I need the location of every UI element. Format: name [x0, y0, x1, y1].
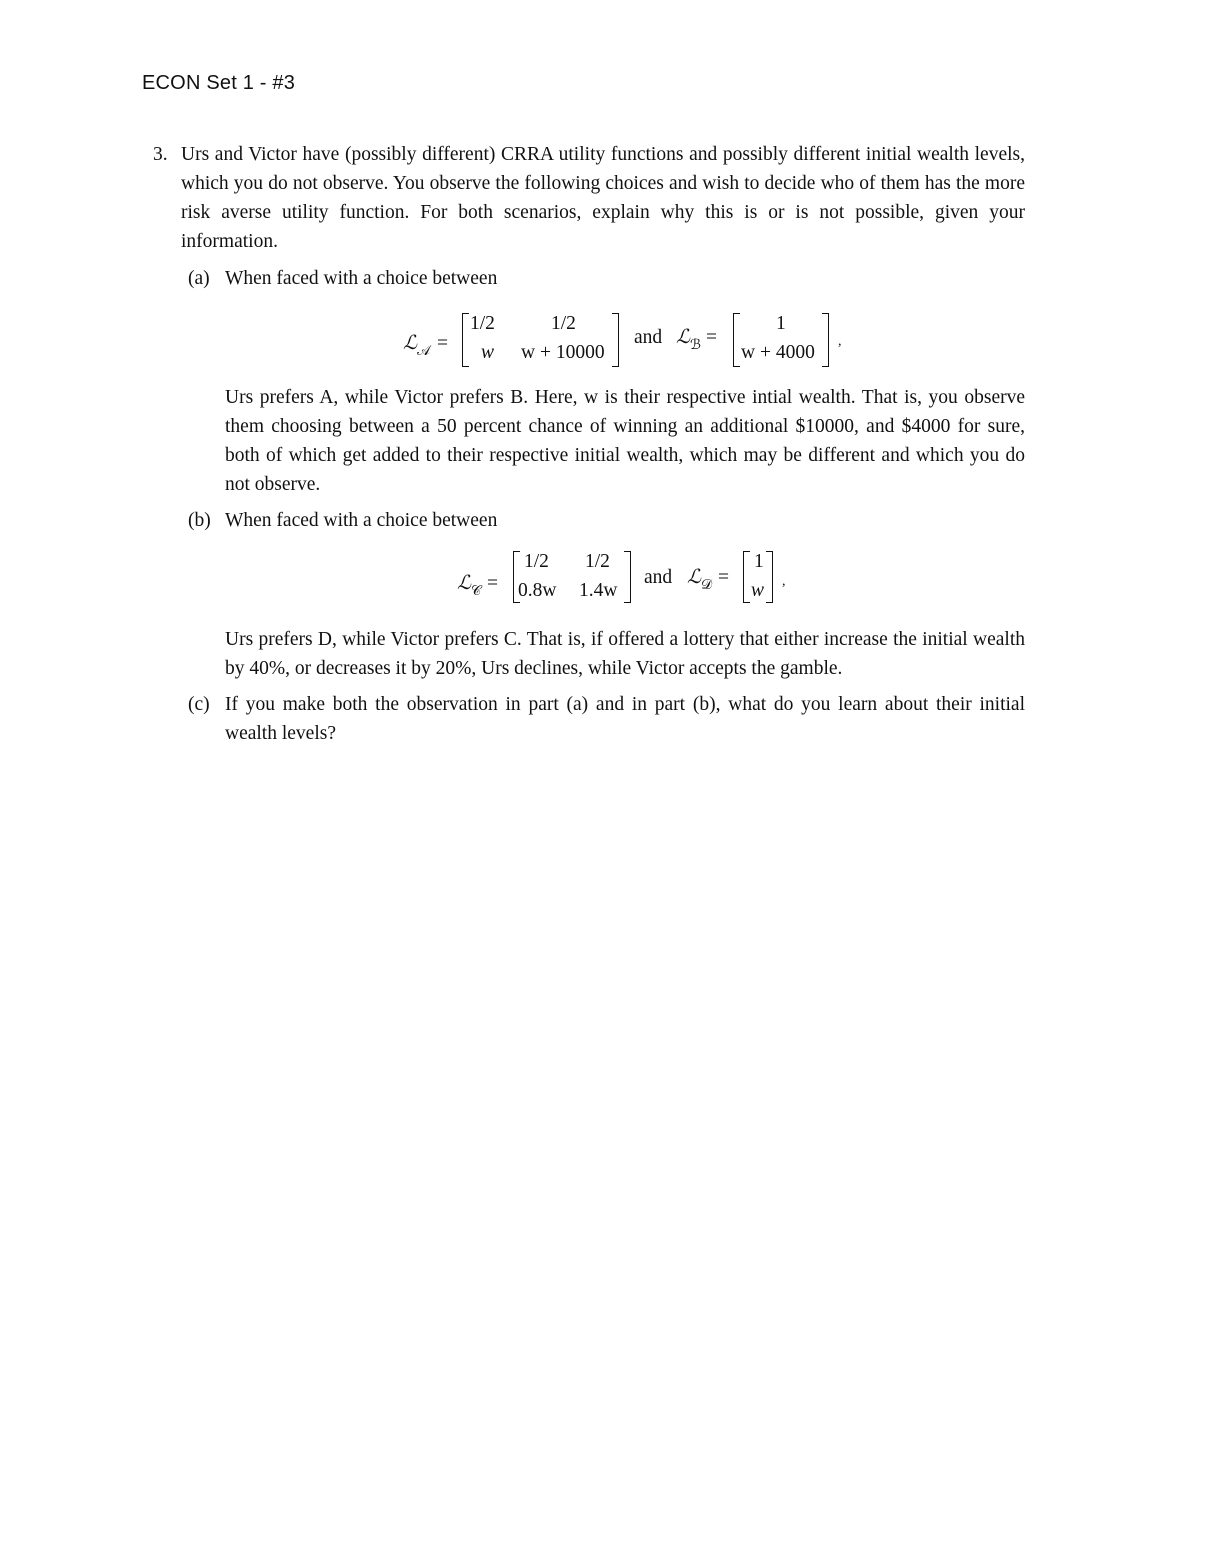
equals-b: =: [706, 327, 717, 348]
c-outcome-2: 1.4w: [579, 580, 618, 601]
a-outcome-1: w: [481, 342, 495, 363]
d-prob: 1: [754, 551, 764, 572]
lottery-d-symbol: ℒ: [687, 567, 702, 588]
bracket-left-d: [743, 551, 750, 603]
part-a-label: (a): [188, 268, 210, 289]
part-a-explanation: [225, 383, 1025, 499]
problem-3: [153, 140, 1025, 748]
part-c-label: (c): [188, 694, 210, 715]
part-a: [188, 264, 1025, 499]
lottery-c-symbol: ℒ: [457, 573, 472, 594]
and-a: and: [634, 327, 663, 348]
part-b-label: (b): [188, 510, 211, 531]
bracket-left-b: [733, 313, 740, 367]
a-prob-2: 1/2: [551, 313, 576, 334]
equals-c: =: [487, 573, 498, 594]
lottery-b-subscript: ℬ: [690, 338, 702, 353]
bracket-right-d: [766, 551, 773, 603]
part-b: [188, 506, 1025, 683]
bracket-left-a: [462, 313, 469, 367]
lottery-c-subscript: 𝒞: [471, 584, 482, 599]
part-a-explanation-text: Urs prefers A, while Victor prefers B. Here, w is their respective intial wealth. That is, you observe them choosing between a 50 percent chance of winning an additional $10000, and $4000 for sure, both of which get added to their respective initial wealth, which may be different and which you do not observe.: [225, 387, 1025, 495]
part-b-explanation: Urs prefers D, while Victor prefers C. That is, if offered a lottery that either increase the initial wealth by 40%, or decreases it by 20%, Urs declines, while Victor accepts the gamble.: [225, 629, 1025, 679]
a-outcome-2: w + 10000: [521, 342, 605, 363]
equation-b: [188, 547, 1025, 625]
equals-d: =: [718, 567, 729, 588]
d-outcome: w: [751, 580, 765, 601]
c-prob-1: 1/2: [524, 551, 549, 572]
a-prob-1: 1/2: [470, 313, 495, 334]
b-outcome: w + 4000: [741, 342, 815, 363]
bracket-right-c: [624, 551, 631, 603]
part-b-lead: When faced with a choice between: [225, 510, 498, 531]
c-outcome-1: 0.8w: [518, 580, 557, 601]
page-title: ECON Set 1 - #3: [142, 72, 296, 94]
bracket-right-b: [822, 313, 829, 367]
part-c-text: If you make both the observation in part (a) and in part (b), what do you learn about their initial wealth levels?: [225, 694, 1025, 744]
lottery-a-subscript: 𝒜: [417, 344, 431, 359]
lottery-a-symbol: ℒ: [403, 333, 418, 354]
equation-a: [188, 305, 1025, 383]
bracket-right-a: [612, 313, 619, 367]
equals-a: =: [437, 333, 448, 354]
c-prob-2: 1/2: [585, 551, 610, 572]
lottery-d-subscript: 𝒟: [701, 578, 713, 593]
b-prob: 1: [776, 313, 786, 334]
and-b: and: [644, 567, 673, 588]
problem-number: 3.: [153, 144, 168, 165]
problem-intro: Urs and Victor have (possibly different) CRRA utility functions and possibly different initial wealth levels, which you do not observe. You observe the following choices and wish to decide who of them has the more risk averse utility function. For both scenarios, explain why this is or is not possible, given your information.: [181, 144, 1025, 252]
part-c: [188, 690, 1025, 748]
lottery-b-symbol: ℒ: [676, 327, 691, 348]
comma-b: ,: [782, 574, 786, 589]
comma-a: ,: [838, 334, 842, 349]
part-a-lead: When faced with a choice between: [225, 268, 498, 289]
